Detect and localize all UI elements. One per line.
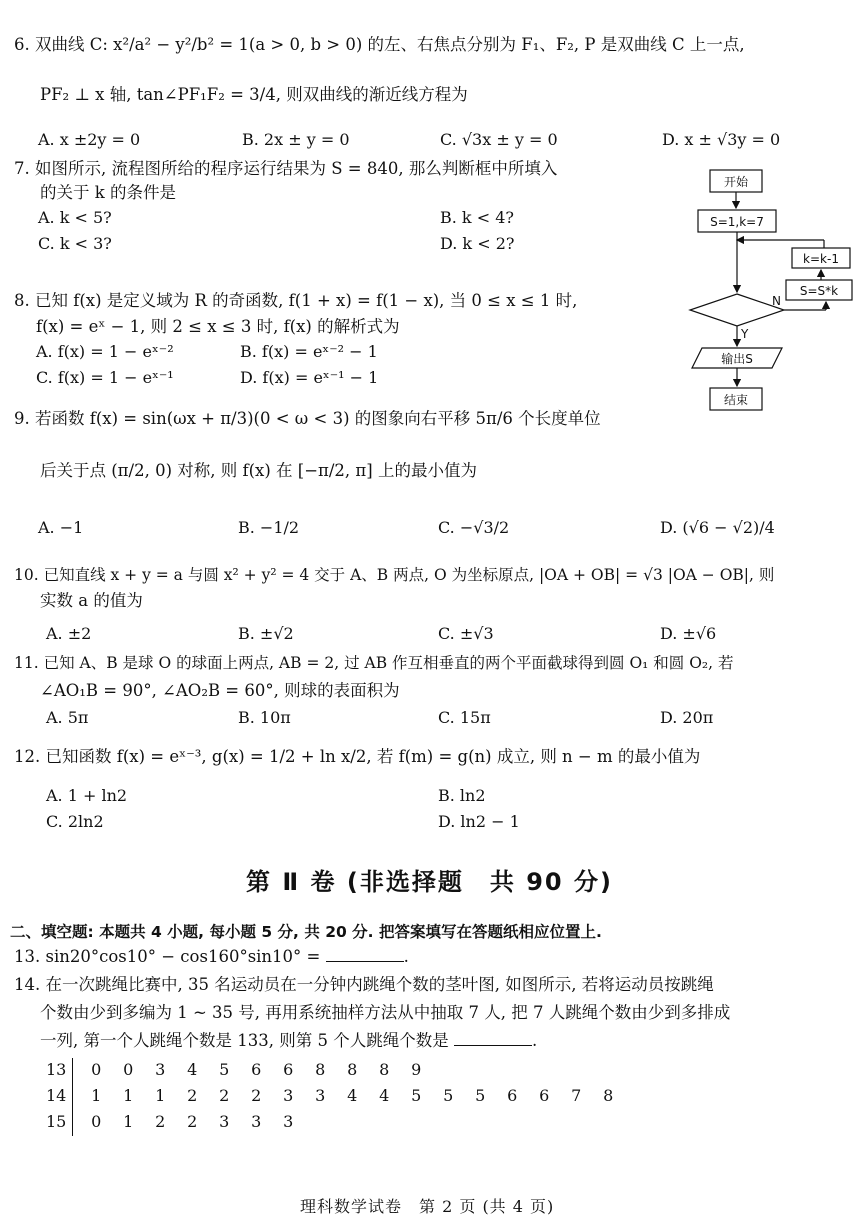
q8-option-c: C. f(x) = 1 − eˣ⁻¹ [36,368,174,387]
q10-option-b: B. ±√2 [238,624,294,643]
leaf: 6 [283,1060,294,1079]
flowchart-decision-diamond [690,294,784,326]
q11-stem-line2: ∠AO₁B = 90°, ∠AO₂B = 60°, 则球的表面积为 [40,681,400,700]
flowchart-start-label: 开始 [723,175,749,189]
q12-option-b: B. ln2 [438,786,486,805]
flowchart-output-label: 输出S [721,352,753,366]
leaf: 0 [91,1060,102,1079]
stem-13: 13 [46,1060,67,1079]
q14-period: . [531,1031,538,1050]
leaf: 1 [91,1086,102,1105]
leaf: 1 [123,1112,134,1131]
leaf: 5 [475,1086,486,1105]
leaf: 4 [347,1086,358,1105]
q6-option-b: B. 2x ± y = 0 [242,130,350,149]
flowchart-end-label: 结束 [723,393,749,407]
q11-option-a: A. 5π [46,708,89,727]
leaf: 8 [603,1086,614,1105]
section-title: 第 Ⅱ 卷 (非选择题 共 90 分) [246,868,613,896]
q11-option-c: C. 15π [438,708,491,727]
stem-leaf-row-13 [46,1060,443,1079]
leaf: 2 [251,1086,262,1105]
q14-stem-line2: 个数由少到多编为 1 ~ 35 号, 再用系统抽样方法从中抽取 7 人, 把 7 人跳绳个数由少到多排成 [40,1003,731,1022]
q6-stem-line2: PF₂ ⊥ x 轴, tan∠PF₁F₂ = 3/4, 则双曲线的渐近线方程为 [40,85,468,104]
leaf: 1 [123,1086,134,1105]
leaf: 8 [379,1060,390,1079]
q14-stem-line3: 一列, 第一个人跳绳个数是 133, 则第 5 个人跳绳个数是 [40,1031,449,1050]
leaf: 7 [571,1086,582,1105]
leaf: 2 [219,1086,230,1105]
q6-stem-line1: 6. 双曲线 C: x²/a² − y²/b² = 1(a > 0, b > 0) 的左、右焦点分别为 F₁、F₂, P 是双曲线 C 上一点, [14,35,745,54]
q11-option-d: D. 20π [660,708,714,727]
flowchart-init-label: S=1,k=7 [710,215,764,229]
leaf: 3 [155,1060,166,1079]
q10-stem-line2: 实数 a 的值为 [40,591,143,610]
flowchart-no-label: N [772,294,781,308]
q13-period: . [403,947,409,966]
leaf: 6 [539,1086,550,1105]
q12-option-d: D. ln2 − 1 [438,812,520,831]
q10-option-c: C. ±√3 [438,624,494,643]
program-flowchart [684,162,859,412]
leaf: 9 [411,1060,422,1079]
q6-option-d: D. x ± √3y = 0 [662,130,781,149]
q10-stem-line1: 10. 已知直线 x + y = a 与圆 x² + y² = 4 交于 A、B 两点, O 为坐标原点, |OA + OB| = √3 |OA − OB|, 则 [14,566,775,584]
leaf: 5 [411,1086,422,1105]
q14-stem-line3-wrap [40,1030,537,1052]
flowchart-yes-label: Y [741,327,749,341]
leaf: 8 [347,1060,358,1079]
q7-option-b: B. k < 4? [440,208,514,227]
q8-stem-line1: 8. 已知 f(x) 是定义域为 R 的奇函数, f(1 + x) = f(1 − x), 当 0 ≤ x ≤ 1 时, [14,291,578,310]
flowchart-decrement-label: k=k-1 [803,252,839,266]
leaf: 3 [283,1086,294,1105]
leaf: 4 [379,1086,390,1105]
page-footer: 理科数学试卷 第 2 页 (共 4 页) [300,1197,555,1216]
stem-14: 14 [46,1086,67,1105]
stem-15: 15 [46,1112,67,1131]
q9-option-c: C. −√3/2 [438,518,510,537]
leaf: 0 [123,1060,134,1079]
leaf: 5 [443,1086,454,1105]
leaf: 2 [155,1112,166,1131]
q9-option-a: A. −1 [38,518,84,537]
q7-stem-line2: 的关于 k 的条件是 [40,183,176,202]
leaf: 6 [507,1086,518,1105]
q7-option-a: A. k < 5? [38,208,112,227]
flowchart-multiply-label: S=S*k [799,284,839,298]
q10-option-a: A. ±2 [46,624,92,643]
leaf: 3 [251,1112,262,1131]
q10-option-d: D. ±√6 [660,624,717,643]
q9-stem-line1: 9. 若函数 f(x) = sin(ωx + π/3)(0 < ω < 3) 的图象向右平移 5π/6 个长度单位 [14,409,601,428]
q9-stem-line2: 后关于点 (π/2, 0) 对称, 则 f(x) 在 [−π/2, π] 上的最小值为 [40,461,477,480]
q9-option-d: D. (√6 − √2)/4 [660,518,775,537]
q8-option-a: A. f(x) = 1 − eˣ⁻² [36,342,174,361]
q7-stem-line1: 7. 如图所示, 流程图所给的程序运行结果为 S = 840, 那么判断框中所填入 [14,159,558,178]
leaf: 6 [251,1060,262,1079]
q12-option-a: A. 1 + ln2 [46,786,128,805]
q7-option-d: D. k < 2? [440,234,515,253]
leaf: 3 [219,1112,230,1131]
q12-option-c: C. 2ln2 [46,812,104,831]
q9-option-b: B. −1/2 [238,518,300,537]
q13-line [14,946,409,968]
leaf: 8 [315,1060,326,1079]
leaf: 3 [283,1112,294,1131]
q14-answer-blank[interactable] [454,1031,532,1046]
q8-option-b: B. f(x) = eˣ⁻² − 1 [240,342,378,361]
q13-stem: 13. sin20°cos10° − cos160°sin10° = [14,947,321,966]
q8-stem-line2: f(x) = eˣ − 1, 则 2 ≤ x ≤ 3 时, f(x) 的解析式为 [36,317,400,336]
leaf: 3 [315,1086,326,1105]
q12-stem: 12. 已知函数 f(x) = eˣ⁻³, g(x) = 1/2 + ln x/2, 若 f(m) = g(n) 成立, 则 n − m 的最小值为 [14,747,701,766]
leaf: 2 [187,1112,198,1131]
leaf: 1 [155,1086,166,1105]
leaf: 5 [219,1060,230,1079]
q14-stem-line1: 14. 在一次跳绳比赛中, 35 名运动员在一分钟内跳绳个数的茎叶图, 如图所示, 若将运动员按跳绳 [14,975,714,994]
leaf: 2 [187,1086,198,1105]
q6-option-a: A. x ±2y = 0 [38,130,141,149]
q7-option-c: C. k < 3? [38,234,112,253]
q6-option-c: C. √3x ± y = 0 [440,130,558,149]
leaf: 0 [91,1112,102,1131]
stem-leaf-row-14 [46,1086,623,1105]
q13-answer-blank[interactable] [326,947,404,962]
q11-stem-line1: 11. 已知 A、B 是球 O 的球面上两点, AB = 2, 过 AB 作互相垂直的两个平面截球得到圆 O₁ 和圆 O₂, 若 [14,654,734,672]
q8-option-d: D. f(x) = eˣ⁻¹ − 1 [240,368,379,387]
q11-option-b: B. 10π [238,708,291,727]
leaf: 4 [187,1060,198,1079]
stem-leaf-row-15 [46,1112,315,1131]
fill-in-section-heading: 二、填空题: 本题共 4 小题, 每小题 5 分, 共 20 分. 把答案填写在答题纸相应位置上. [10,923,602,941]
